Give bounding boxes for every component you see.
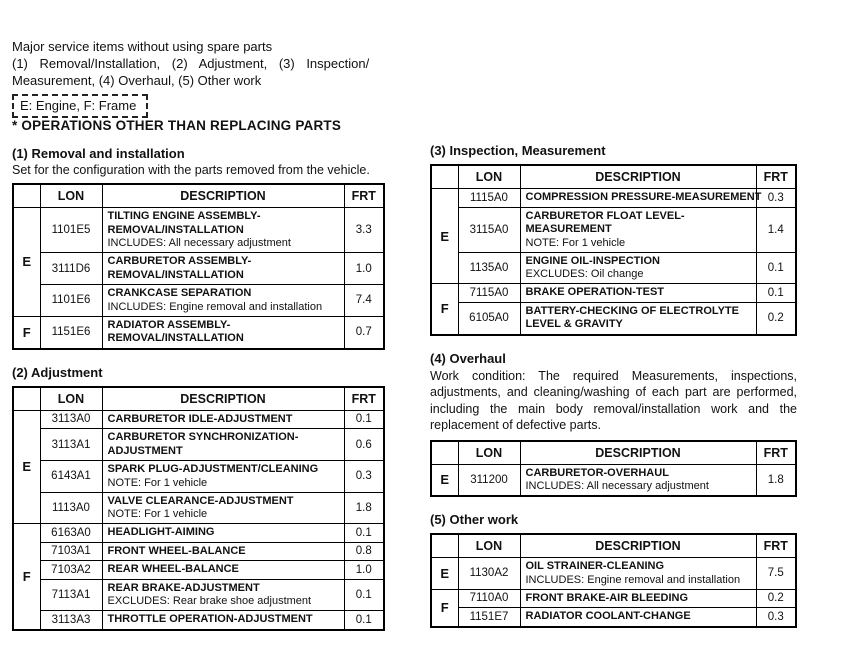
section-other-work (430, 512, 797, 628)
frt-cell: 0.1 (344, 524, 384, 543)
description-cell (102, 561, 344, 580)
lon-cell: 3113A0 (40, 410, 102, 429)
service-table (430, 440, 797, 498)
group-cell: E (431, 464, 458, 496)
section-subtitle: Set for the configuration with the parts removed from the vehicle. (12, 163, 370, 177)
column-header: DESCRIPTION (520, 441, 756, 465)
group-cell: E (431, 189, 458, 284)
section-title: (3) Inspection, Measurement (430, 143, 606, 158)
description-cell (520, 284, 756, 303)
removal-table-host (12, 183, 385, 350)
column-header: FRT (756, 165, 796, 189)
column-header: FRT (344, 387, 384, 411)
description-line: ENGINE OIL-INSPECTION (525, 254, 660, 267)
description-cell (102, 611, 344, 630)
table-row (431, 589, 796, 608)
frt-cell: 1.8 (344, 492, 384, 524)
description-cell (102, 316, 344, 349)
column-header: LON (458, 165, 520, 189)
frt-cell: 0.7 (344, 316, 384, 349)
frt-cell: 0.3 (756, 608, 796, 627)
table-body (431, 464, 796, 496)
table-row (13, 410, 384, 429)
description-line: REMOVAL/INSTALLATION (107, 332, 244, 344)
frt-cell: 0.3 (344, 461, 384, 493)
column-header (431, 534, 458, 558)
description-cell (520, 558, 756, 590)
main-heading: * OPERATIONS OTHER THAN REPLACING PARTS (12, 118, 342, 133)
frt-cell: 1.0 (344, 561, 384, 580)
table-body (13, 208, 384, 349)
lon-cell: 1115A0 (458, 189, 520, 208)
description-cell (520, 252, 756, 284)
header-row (13, 387, 384, 411)
description-line: CARBURETOR-OVERHAUL (525, 466, 669, 479)
frt-cell: 7.5 (756, 558, 796, 590)
group-cell: E (13, 410, 40, 524)
column-header: DESCRIPTION (102, 184, 344, 208)
description-cell (520, 189, 762, 208)
service-table (12, 183, 385, 350)
table-row (13, 429, 384, 461)
table-header (431, 441, 796, 465)
service-table (12, 386, 385, 631)
description-cell (102, 410, 344, 429)
description-cell (520, 302, 756, 335)
frt-cell: 0.1 (756, 252, 796, 284)
lon-cell: 1113A0 (40, 492, 102, 524)
description-line: CARBURETOR FLOAT LEVEL- (525, 209, 685, 222)
lon-cell: 6105A0 (458, 302, 520, 335)
description-cell (520, 464, 756, 496)
frt-cell: 0.1 (756, 284, 796, 303)
table-row (13, 561, 384, 580)
lon-cell: 7103A2 (40, 561, 102, 580)
description-line: CARBURETOR SYNCHRONIZATION- (107, 431, 299, 443)
description-cell (102, 542, 344, 561)
description-line: FRONT WHEEL-BALANCE (107, 544, 246, 557)
description-note: INCLUDES: All necessary adjustment (107, 237, 291, 249)
description-line: CARBURETOR IDLE-ADJUSTMENT (107, 412, 293, 425)
header-row (431, 165, 796, 189)
service-table (430, 533, 797, 628)
table-row (13, 316, 384, 349)
description-line: CARBURETOR ASSEMBLY- (107, 255, 252, 267)
table-row (13, 611, 384, 630)
description-line: REMOVAL/INSTALLATION (107, 268, 244, 281)
description-cell (102, 253, 344, 285)
description-cell (102, 208, 344, 253)
table-header (13, 184, 384, 208)
table-header (13, 387, 384, 411)
header-row (13, 184, 384, 208)
frt-cell: 1.8 (756, 464, 796, 496)
frt-cell: 0.2 (756, 589, 796, 608)
section-title: (4) Overhaul (430, 350, 506, 366)
description-line: BATTERY-CHECKING OF ELECTROLYTE (525, 304, 739, 317)
lon-cell: 1151E7 (458, 608, 520, 627)
description-note: NOTE: For 1 vehicle (107, 508, 208, 520)
frt-cell: 1.0 (344, 253, 384, 285)
column-header: LON (458, 534, 520, 558)
table-row (431, 608, 796, 627)
column-header: DESCRIPTION (520, 165, 756, 189)
description-cell (102, 429, 344, 461)
frt-cell: 0.2 (756, 302, 796, 335)
column-header: LON (458, 441, 520, 465)
description-line: RADIATOR ASSEMBLY- (107, 318, 231, 331)
frt-cell: 1.4 (756, 207, 796, 252)
description-line: REAR WHEEL-BALANCE (107, 563, 239, 575)
group-cell: E (13, 208, 40, 317)
description-line: THROTTLE OPERATION-ADJUSTMENT (107, 613, 313, 625)
section-title: (5) Other work (430, 512, 519, 527)
lon-cell: 3111D6 (40, 253, 102, 285)
description-line: TILTING ENGINE ASSEMBLY- (107, 210, 261, 222)
description-line: RADIATOR COOLANT-CHANGE (525, 610, 691, 622)
table-row (431, 302, 796, 335)
table-row (13, 253, 384, 285)
section-adjustment (12, 365, 385, 631)
lon-cell: 1135A0 (458, 252, 520, 284)
group-cell: E (431, 558, 458, 590)
description-cell (102, 492, 344, 524)
column-header: LON (40, 184, 102, 208)
description-note: INCLUDES: Engine removal and installation (525, 573, 741, 586)
section-removal (12, 146, 385, 350)
column-header: DESCRIPTION (520, 534, 756, 558)
description-cell (520, 589, 756, 608)
table-row (13, 492, 384, 524)
lon-cell: 1130A2 (458, 558, 520, 590)
intro-line-1: Major service items without using spare parts (12, 39, 273, 54)
table-row (13, 579, 384, 611)
description-line: MEASUREMENT (525, 223, 612, 235)
table-row (13, 461, 384, 493)
frt-cell: 0.6 (344, 429, 384, 461)
description-cell (520, 608, 756, 627)
column-header: LON (40, 387, 102, 411)
lon-cell: 3113A3 (40, 611, 102, 630)
header-row (431, 441, 796, 465)
other-work-table-host (430, 533, 797, 628)
lon-cell: 3113A1 (40, 429, 102, 461)
section-inspection (430, 143, 797, 336)
description-line: ADJUSTMENT (107, 444, 183, 457)
description-line: COMPRESSION PRESSURE-MEASUREMENT (525, 191, 762, 203)
intro-line-2: (1) Removal/Installation, (2) Adjustment, (3) Inspection/ (12, 56, 370, 71)
lon-cell: 7113A1 (40, 579, 102, 611)
description-line: CRANKCASE SEPARATION (107, 287, 252, 299)
frt-cell: 0.1 (344, 579, 384, 611)
lon-cell: 6163A0 (40, 524, 102, 543)
table-row (431, 558, 796, 590)
description-cell (102, 285, 344, 317)
overhaul-table-host (430, 440, 797, 498)
section-paragraph: Work condition: The required Measurements, inspections, adjustments, and cleaning/washing of each part are performed, including the main body removal/installation work and the replacement of defective parts. (430, 368, 797, 432)
lon-cell: 1151E6 (40, 316, 102, 349)
table-body (13, 410, 384, 630)
group-cell: F (13, 316, 40, 349)
description-note: NOTE: For 1 vehicle (525, 236, 626, 249)
lon-cell: 7103A1 (40, 542, 102, 561)
description-note: INCLUDES: All necessary adjustment (525, 480, 709, 492)
description-cell (102, 524, 344, 543)
left-column (12, 146, 385, 631)
table-row (431, 207, 796, 252)
section-title: (2) Adjustment (12, 364, 103, 380)
column-header (13, 387, 40, 411)
group-cell: F (431, 284, 458, 335)
description-note: INCLUDES: Engine removal and installation (107, 300, 323, 313)
right-column (430, 143, 797, 628)
frt-cell: 0.3 (756, 189, 796, 208)
table-row (431, 284, 796, 303)
description-line: LEVEL & GRAVITY (525, 318, 623, 330)
description-note: EXCLUDES: Rear brake shoe adjustment (107, 595, 312, 607)
group-cell: F (431, 589, 458, 627)
description-cell (520, 207, 756, 252)
column-header: DESCRIPTION (102, 387, 344, 411)
table-header (431, 165, 796, 189)
frt-cell: 7.4 (344, 285, 384, 317)
description-line: FRONT BRAKE-AIR BLEEDING (525, 591, 689, 604)
column-header (13, 184, 40, 208)
column-header: FRT (756, 441, 796, 465)
column-header: FRT (344, 184, 384, 208)
description-note: EXCLUDES: Oil change (525, 268, 644, 280)
lon-cell: 311200 (458, 464, 520, 496)
section-overhaul (430, 351, 797, 498)
adjustment-table-host (12, 386, 385, 631)
lon-cell: 3115A0 (458, 207, 520, 252)
lon-cell: 7110A0 (458, 589, 520, 608)
service-table (430, 164, 797, 336)
intro-line-3: Measurement, (4) Overhaul, (5) Other work (12, 73, 262, 88)
description-cell (102, 579, 344, 611)
frt-cell: 0.8 (344, 542, 384, 561)
intro-block (12, 38, 424, 118)
header-row (431, 534, 796, 558)
table-row (13, 542, 384, 561)
column-header: FRT (756, 534, 796, 558)
table-row (431, 464, 796, 496)
description-line: SPARK PLUG-ADJUSTMENT/CLEANING (107, 463, 319, 475)
table-row (431, 252, 796, 284)
table-row (13, 208, 384, 253)
lon-cell: 1101E6 (40, 285, 102, 317)
description-line: BRAKE OPERATION-TEST (525, 286, 665, 298)
description-line: REAR BRAKE-ADJUSTMENT (107, 581, 260, 594)
table-row (13, 524, 384, 543)
frt-cell: 3.3 (344, 208, 384, 253)
table-body (431, 189, 796, 335)
description-line: OIL STRAINER-CLEANING (525, 560, 665, 572)
description-line: REMOVAL/INSTALLATION (107, 223, 244, 236)
description-line: HEADLIGHT-AIMING (107, 526, 215, 538)
section-title: (1) Removal and installation (12, 146, 185, 161)
frt-cell: 0.1 (344, 611, 384, 630)
legend-box: E: Engine, F: Frame (12, 94, 148, 118)
frt-cell: 0.1 (344, 410, 384, 429)
table-header (431, 534, 796, 558)
lon-cell: 7115A0 (458, 284, 520, 303)
column-header (431, 441, 458, 465)
table-row (431, 189, 796, 208)
inspection-table-host (430, 164, 797, 336)
description-cell (102, 461, 344, 493)
table-row (13, 285, 384, 317)
description-note: NOTE: For 1 vehicle (107, 476, 208, 489)
lon-cell: 1101E5 (40, 208, 102, 253)
lon-cell: 6143A1 (40, 461, 102, 493)
group-cell: F (13, 524, 40, 630)
table-body (431, 558, 796, 627)
column-header (431, 165, 458, 189)
description-line: VALVE CLEARANCE-ADJUSTMENT (107, 494, 294, 507)
